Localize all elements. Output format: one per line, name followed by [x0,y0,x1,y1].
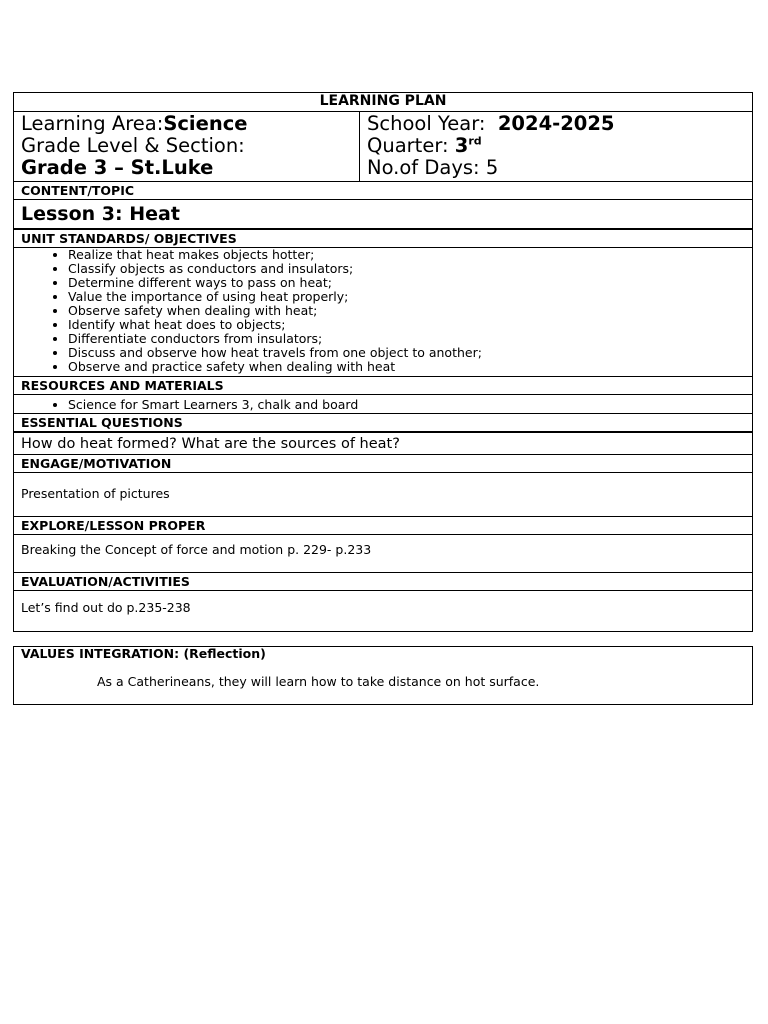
objective-item: • Determine different ways to pass on heat; [68,276,752,290]
evaluation-heading: EVALUATION/ACTIVITIES [14,573,752,591]
objective-item: • Value the importance of using heat properly; [68,290,752,304]
quarter-suffix: rd [468,134,482,148]
objective-item: • Observe safety when dealing with heat; [68,304,752,318]
quarter-value: 3 [454,134,469,157]
resources-list [14,395,752,412]
objective-item: • Observe and practice safety when dealing with heat [68,360,752,374]
header-right-cell [360,112,752,181]
values-integration-heading: VALUES INTEGRATION: (Reflection) [21,646,266,661]
objectives-heading: UNIT STANDARDS/ OBJECTIVES [14,230,752,248]
objective-item: • Realize that heat makes objects hotter; [68,248,752,262]
header-left-cell [14,112,360,181]
learning-area-value: Science [163,112,248,135]
values-integration-table [13,646,753,705]
plan-header-row [14,112,752,182]
objective-item: • Discuss and observe how heat travels from one object to another; [68,346,752,360]
school-year-label: School Year: [367,112,486,135]
essential-questions-text: How do heat formed? What are the sources of heat? [14,432,752,455]
grade-value: Grade 3 – St.Luke [21,156,214,179]
resources-cell [14,395,752,414]
objective-item: • Identify what heat does to objects; [68,318,752,332]
lesson-title: Lesson 3: Heat [14,200,752,230]
school-year-line [367,113,752,135]
objectives-list [14,248,752,374]
explore-heading: EXPLORE/LESSON PROPER [14,517,752,535]
resources-heading: RESOURCES AND MATERIALS [14,377,752,395]
plan-title: LEARNING PLAN [14,93,752,112]
content-topic-heading: CONTENT/TOPIC [14,182,752,200]
quarter-label: Quarter: [367,134,449,157]
school-year-value: 2024-2025 [497,112,615,135]
learning-area-line [21,113,359,135]
days-label: No.of Days: [367,156,480,179]
grade-label: Grade Level & Section: [21,134,245,157]
values-integration-text: As a Catherineans, they will learn how to take distance on hot surface. [97,674,540,689]
learning-plan-table [13,92,753,632]
objective-item: • Differentiate conductors from insulators; [68,332,752,346]
explore-text: Breaking the Concept of force and motion p. 229- p.233 [14,535,752,573]
resource-item: • Science for Smart Learners 3, chalk and board [68,398,752,412]
engage-heading: ENGAGE/MOTIVATION [14,455,752,473]
quarter-line [367,135,752,157]
essential-questions-heading: ESSENTIAL QUESTIONS [14,414,752,432]
objectives-cell [14,248,752,377]
learning-area-label: Learning Area: [21,112,164,135]
days-value: 5 [485,156,499,179]
evaluation-text: Let’s find out do p.235-238 [21,600,191,615]
days-line [367,157,752,179]
objective-item: • Classify objects as conductors and insulators; [68,262,752,276]
engage-text: Presentation of pictures [14,473,752,517]
